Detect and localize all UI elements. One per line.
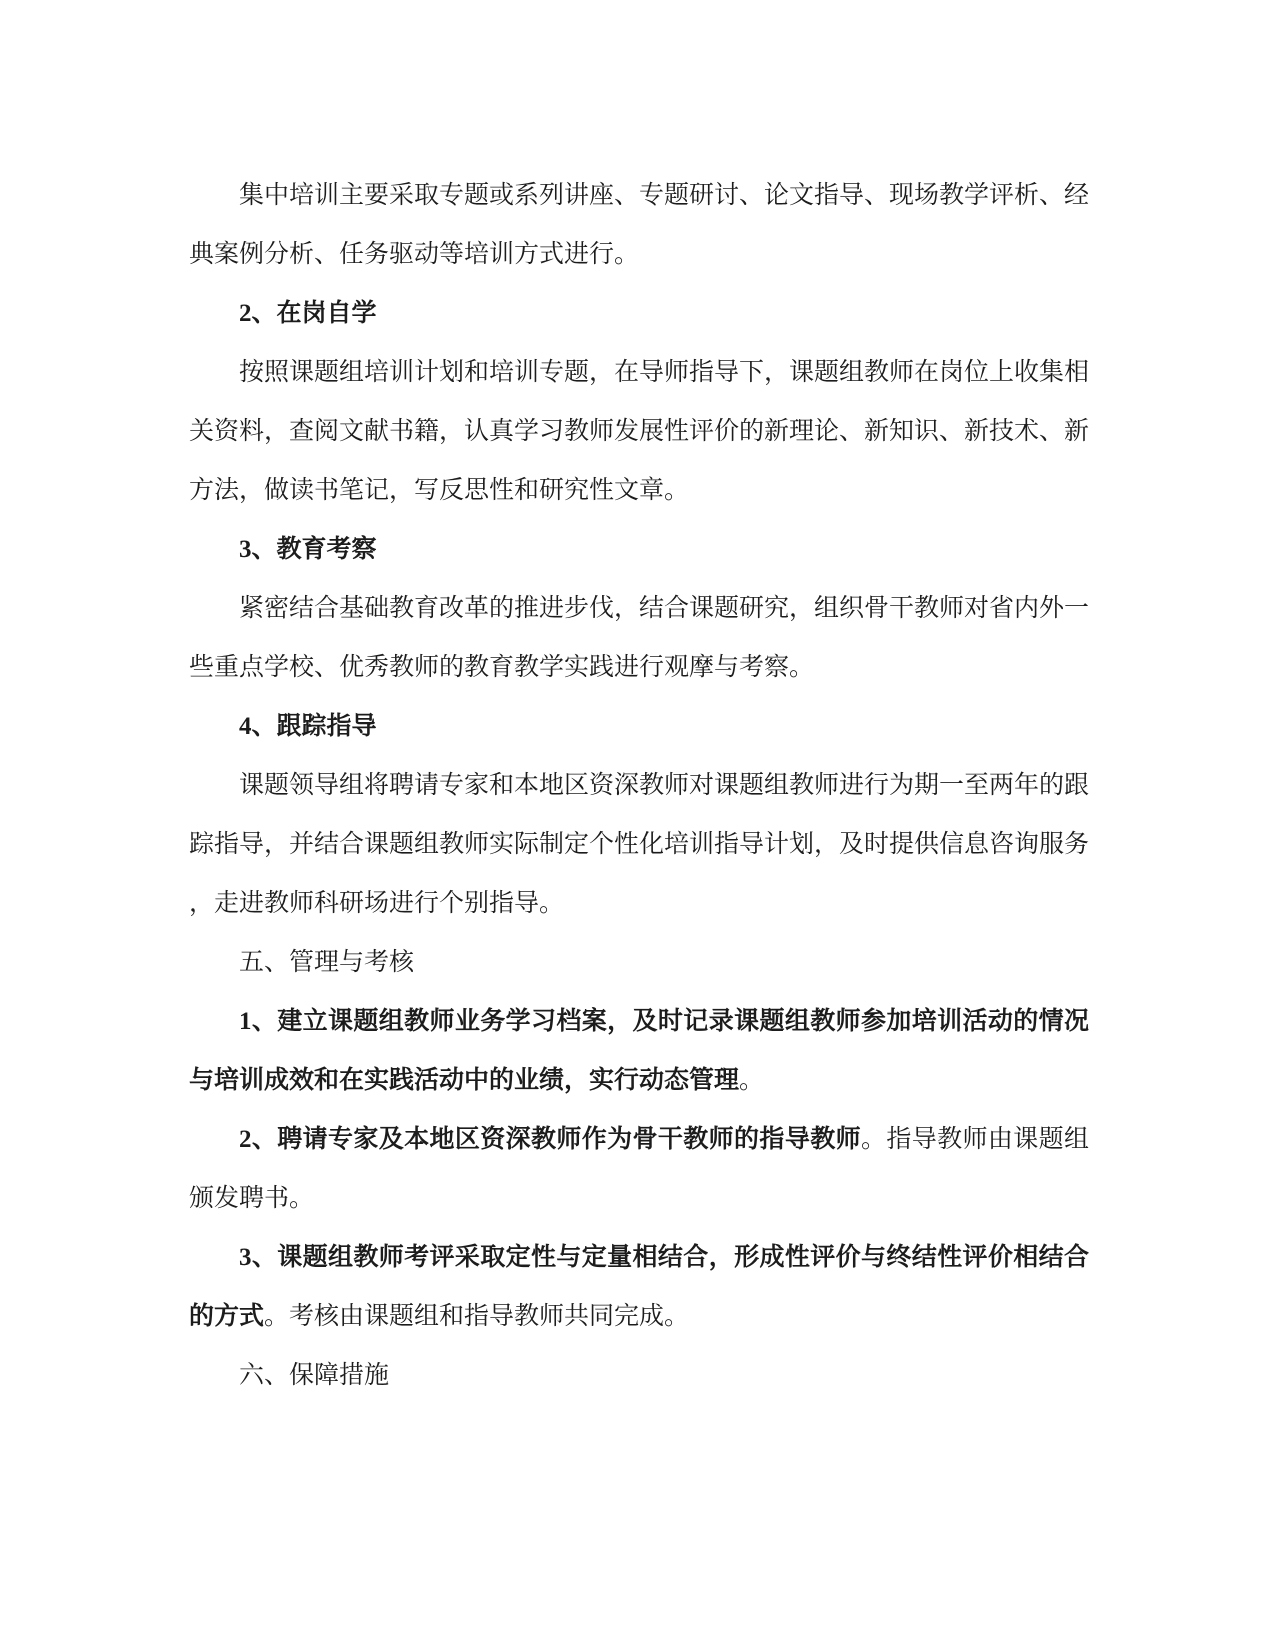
para-centralized-training — [189, 166, 1089, 284]
para-follow-up-guidance — [189, 756, 1089, 933]
text-segment: 3、教育考察 — [239, 536, 377, 563]
heading-follow-up-guidance — [189, 697, 1089, 756]
para-management-item-2 — [189, 1110, 1089, 1228]
heading-management-assessment — [189, 933, 1089, 992]
para-education-inspection — [189, 579, 1089, 697]
text-segment: 。指导教师由课题组颁发聘书。 — [189, 1126, 1089, 1212]
para-management-item-3 — [189, 1228, 1089, 1346]
text-segment: 。 — [739, 1067, 765, 1094]
para-management-item-1 — [189, 992, 1089, 1110]
heading-on-job-self-study — [189, 284, 1089, 343]
text-segment: 1、建立课题组教师业务学习档案，及时记录课题组教师参加培训活动的情况与培训成效和在实践活动中的业绩，实行动态管理 — [189, 1008, 1089, 1094]
text-segment: 六、保障措施 — [239, 1362, 390, 1389]
text-segment: 2、在岗自学 — [239, 300, 377, 327]
text-segment: 五、管理与考核 — [239, 949, 415, 976]
text-segment: 3、课题组教师考评采取定性与定量相结合，形成性评价与终结性评价相结合的方式 — [189, 1244, 1089, 1330]
para-on-job-self-study — [189, 343, 1089, 520]
heading-education-inspection — [189, 520, 1089, 579]
heading-safeguard-measures — [189, 1346, 1089, 1405]
text-segment: 紧密结合基础教育改革的推进步伐，结合课题研究，组织骨干教师对省内外一些重点学校、优秀教师的教育教学实践进行观摩与考察。 — [189, 595, 1090, 681]
text-segment: 课题领导组将聘请专家和本地区资深教师对课题组教师进行为期一至两年的跟踪指导，并结合课题组教师实际制定个性化培训指导计划，及时提供信息咨询服务，走进教师科研场进行个别指导。 — [189, 772, 1090, 917]
text-segment: 按照课题组培训计划和培训专题，在导师指导下，课题组教师在岗位上收集相关资料，查阅文献书籍，认真学习教师发展性评价的新理论、新知识、新技术、新方法，做读书笔记，写反思性和研究性文章。 — [189, 359, 1090, 504]
text-segment: 4、跟踪指导 — [239, 713, 377, 740]
text-segment: 2、聘请专家及本地区资深教师作为骨干教师的指导教师 — [239, 1126, 861, 1153]
text-segment: 集中培训主要采取专题或系列讲座、专题研讨、论文指导、现场教学评析、经典案例分析、任务驱动等培训方式进行。 — [189, 182, 1090, 268]
text-segment: 。考核由课题组和指导教师共同完成。 — [264, 1303, 690, 1330]
document-body — [189, 166, 1089, 1405]
